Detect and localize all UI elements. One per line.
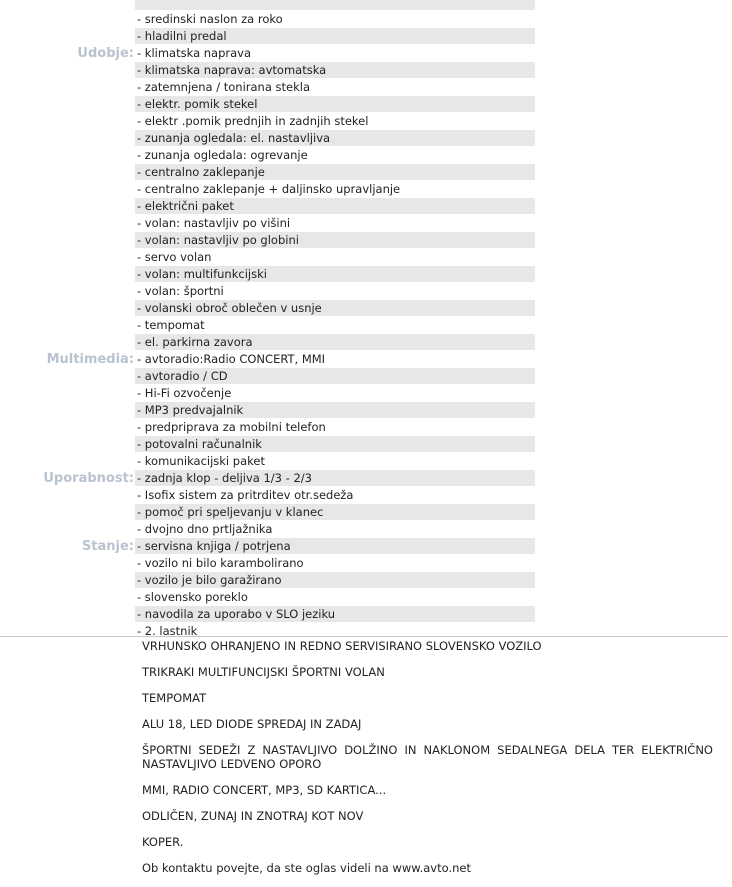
feature-item: - avtoradio:Radio CONCERT, MMI bbox=[135, 351, 535, 368]
feature-item: - predpriprava za mobilni telefon bbox=[135, 419, 535, 436]
feature-category-label bbox=[0, 368, 135, 385]
feature-item: - dvojno dno prtljažnika bbox=[135, 521, 535, 538]
feature-category-label bbox=[0, 300, 135, 317]
feature-category-label: Multimedia: bbox=[46, 352, 134, 367]
feature-row bbox=[0, 487, 732, 504]
feature-row bbox=[0, 504, 732, 521]
feature-category-label bbox=[0, 606, 135, 623]
feature-item: - Isofix sistem za pritrditev otr.sedeža bbox=[135, 487, 535, 504]
feature-item: - navodila za uporabo v SLO jeziku bbox=[135, 606, 535, 623]
feature-row bbox=[0, 419, 732, 436]
feature-row bbox=[0, 215, 732, 232]
description-paragraph: ŠPORTNI SEDEŽI Z NASTAVLJIVO DOLŽINO IN NAKLONOM SEDALNEGA DELA TER ELEKTRIČNO NASTAVLJIVO LEDVENO OPORO bbox=[142, 743, 713, 771]
feature-row bbox=[0, 402, 732, 419]
feature-row bbox=[0, 368, 732, 385]
feature-item: - servo volan bbox=[135, 249, 535, 266]
feature-row bbox=[0, 385, 732, 402]
feature-category-label bbox=[0, 317, 135, 334]
feature-category-label bbox=[0, 453, 135, 470]
feature-item: - avtoradio / CD bbox=[135, 368, 535, 385]
feature-category-label bbox=[0, 487, 135, 504]
feature-item: - komunikacijski paket bbox=[135, 453, 535, 470]
feature-row bbox=[0, 453, 732, 470]
feature-item: - električni paket bbox=[135, 198, 535, 215]
feature-category-label bbox=[0, 623, 135, 640]
feature-item: - el. parkirna zavora bbox=[135, 334, 535, 351]
feature-item: - centralno zaklepanje + daljinsko upravljanje bbox=[135, 181, 535, 198]
feature-row bbox=[0, 300, 732, 317]
feature-row bbox=[0, 232, 732, 249]
feature-category-label bbox=[0, 96, 135, 113]
feature-item: - vozilo ni bilo karambolirano bbox=[135, 555, 535, 572]
feature-category-label bbox=[0, 555, 135, 572]
feature-row bbox=[0, 351, 732, 368]
feature-category-label: Stanje: bbox=[81, 539, 134, 554]
description-paragraph: TRIKRAKI MULTIFUNCIJSKI ŠPORTNI VOLAN bbox=[142, 665, 385, 679]
description-paragraph: ALU 18, LED DIODE SPREDAJ IN ZADAJ bbox=[142, 717, 362, 731]
feature-item: - zatemnjena / tonirana stekla bbox=[135, 79, 535, 96]
feature-row bbox=[0, 555, 732, 572]
feature-item: - klimatska naprava: avtomatska bbox=[135, 62, 535, 79]
feature-category-label bbox=[0, 181, 135, 198]
feature-category-label bbox=[0, 572, 135, 589]
description-paragraph: VRHUNSKO OHRANJENO IN REDNO SERVISIRANO SLOVENSKO VOZILO bbox=[142, 639, 542, 653]
feature-row bbox=[0, 11, 732, 28]
feature-item: - Hi-Fi ozvočenje bbox=[135, 385, 535, 402]
feature-category-label bbox=[0, 266, 135, 283]
feature-item: - elektr .pomik prednjih in zadnjih stekel bbox=[135, 113, 535, 130]
description-paragraph: ODLIČEN, ZUNAJ IN ZNOTRAJ KOT NOV bbox=[142, 809, 364, 823]
feature-category-label bbox=[0, 385, 135, 402]
feature-item: - hladilni predal bbox=[135, 28, 535, 45]
feature-row bbox=[0, 606, 732, 623]
feature-row bbox=[0, 266, 732, 283]
feature-item: - volanski obroč oblečen v usnje bbox=[135, 300, 535, 317]
feature-item: - MP3 predvajalnik bbox=[135, 402, 535, 419]
feature-item: - zunanja ogledala: ogrevanje bbox=[135, 147, 535, 164]
feature-row bbox=[0, 589, 732, 606]
feature-row bbox=[0, 45, 732, 62]
feature-category-label bbox=[0, 419, 135, 436]
feature-row bbox=[0, 113, 732, 130]
feature-row bbox=[0, 317, 732, 334]
feature-item: - centralno zaklepanje bbox=[135, 164, 535, 181]
feature-item: - slovensko poreklo bbox=[135, 589, 535, 606]
feature-row bbox=[0, 572, 732, 589]
feature-category-label bbox=[0, 504, 135, 521]
feature-category-label: Uporabnost: bbox=[43, 471, 134, 486]
feature-category-label bbox=[0, 334, 135, 351]
feature-row bbox=[0, 436, 732, 453]
feature-row bbox=[0, 249, 732, 266]
feature-item: - 2. lastnik bbox=[135, 623, 535, 640]
section-divider bbox=[0, 636, 728, 637]
description-paragraph: Ob kontaktu povejte, da ste oglas videli na www.avto.net bbox=[142, 861, 471, 875]
feature-category-label bbox=[0, 249, 135, 266]
feature-row bbox=[0, 28, 732, 45]
feature-item: - sredinski naslon za roko bbox=[135, 11, 535, 28]
feature-item: - volan: športni bbox=[135, 283, 535, 300]
feature-category-label bbox=[0, 232, 135, 249]
feature-row bbox=[0, 79, 732, 96]
feature-category-label bbox=[0, 130, 135, 147]
feature-category-label bbox=[0, 283, 135, 300]
feature-row bbox=[0, 538, 732, 555]
feature-item: - elektr. pomik stekel bbox=[135, 96, 535, 113]
feature-category-label bbox=[0, 589, 135, 606]
feature-row bbox=[0, 147, 732, 164]
description-paragraph: TEMPOMAT bbox=[142, 691, 207, 705]
feature-item: - volan: multifunkcijski bbox=[135, 266, 535, 283]
feature-item: - pomoč pri speljevanju v klanec bbox=[135, 504, 535, 521]
feature-category-label bbox=[0, 402, 135, 419]
feature-row bbox=[0, 283, 732, 300]
feature-row bbox=[0, 0, 732, 11]
feature-item: - zunanja ogledala: el. nastavljiva bbox=[135, 130, 535, 147]
ad-description bbox=[142, 639, 713, 887]
feature-row bbox=[0, 198, 732, 215]
feature-category-label bbox=[0, 198, 135, 215]
feature-category-label bbox=[0, 28, 135, 45]
feature-row bbox=[0, 164, 732, 181]
feature-row bbox=[0, 62, 732, 79]
feature-item: - zadnja klop - deljiva 1/3 - 2/3 bbox=[135, 470, 535, 487]
feature-category-label bbox=[0, 113, 135, 130]
feature-item: - tempomat bbox=[135, 317, 535, 334]
feature-category-label bbox=[0, 215, 135, 232]
feature-row bbox=[0, 521, 732, 538]
feature-item: - vozilo je bilo garažirano bbox=[135, 572, 535, 589]
feature-category-label bbox=[0, 79, 135, 96]
feature-row bbox=[0, 181, 732, 198]
feature-row bbox=[0, 130, 732, 147]
feature-item: - klimatska naprava bbox=[135, 45, 535, 62]
feature-category-label bbox=[0, 62, 135, 79]
feature-row bbox=[0, 470, 732, 487]
feature-item: - volan: nastavljiv po višini bbox=[135, 215, 535, 232]
feature-item bbox=[135, 0, 535, 11]
description-paragraph: KOPER. bbox=[142, 835, 184, 849]
feature-item: - servisna knjiga / potrjena bbox=[135, 538, 535, 555]
feature-category-label bbox=[0, 147, 135, 164]
description-paragraph: MMI, RADIO CONCERT, MP3, SD KARTICA... bbox=[142, 783, 387, 797]
feature-category-label bbox=[0, 0, 135, 11]
feature-row bbox=[0, 96, 732, 113]
feature-item: - volan: nastavljiv po globini bbox=[135, 232, 535, 249]
feature-row bbox=[0, 334, 732, 351]
feature-item: - potovalni računalnik bbox=[135, 436, 535, 453]
feature-category-label bbox=[0, 11, 135, 28]
feature-category-label bbox=[0, 521, 135, 538]
feature-row bbox=[0, 623, 732, 640]
feature-category-label bbox=[0, 164, 135, 181]
feature-category-label bbox=[0, 436, 135, 453]
feature-category-label: Udobje: bbox=[77, 46, 134, 61]
